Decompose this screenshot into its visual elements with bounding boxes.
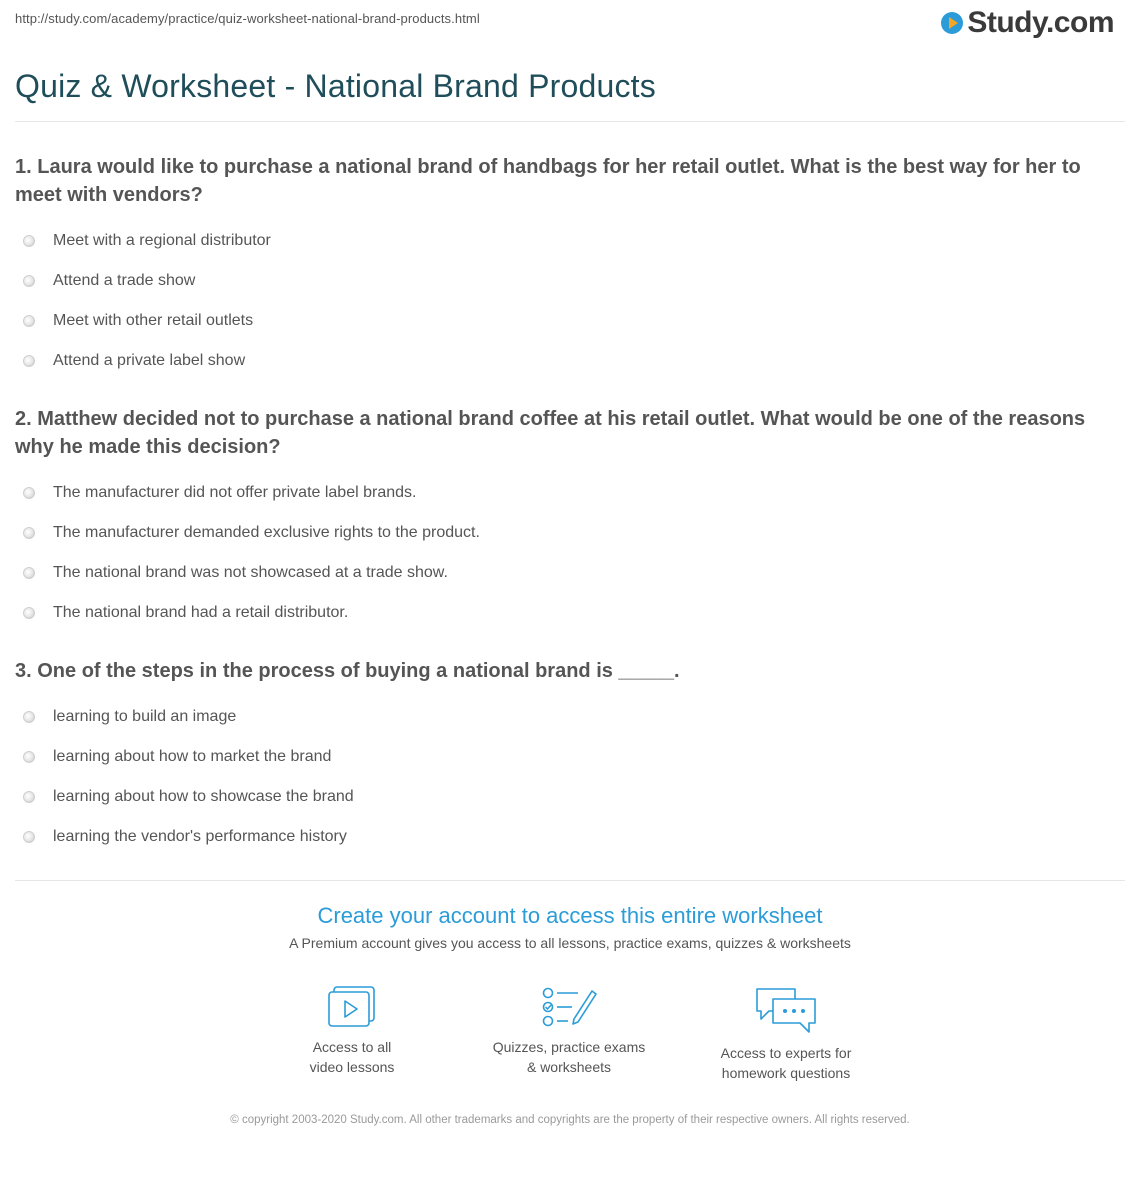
chat-bubbles-icon bbox=[753, 985, 819, 1035]
answer-option[interactable] bbox=[15, 513, 1115, 553]
question-3 bbox=[15, 657, 1115, 857]
option-label: Meet with a regional distributor bbox=[53, 232, 271, 249]
feature-label-line2: & worksheets bbox=[526, 1059, 612, 1075]
answer-options bbox=[15, 473, 1115, 633]
option-label: learning the vendor's performance history bbox=[53, 828, 347, 845]
option-label: The manufacturer demanded exclusive rights to the product. bbox=[53, 524, 480, 541]
page-url: http://study.com/academy/practice/quiz-worksheet-national-brand-products.html bbox=[15, 11, 480, 26]
cta-divider bbox=[15, 880, 1125, 881]
answer-option[interactable] bbox=[15, 341, 1115, 381]
option-label: Attend a trade show bbox=[53, 272, 196, 289]
answer-option[interactable] bbox=[15, 697, 1115, 737]
radio-icon[interactable] bbox=[23, 235, 35, 247]
option-label: The national brand had a retail distributor. bbox=[53, 604, 349, 621]
answer-option[interactable] bbox=[15, 817, 1115, 857]
title-divider bbox=[15, 121, 1125, 122]
answer-option[interactable] bbox=[15, 473, 1115, 513]
video-lesson-icon bbox=[326, 985, 378, 1029]
option-label: learning about how to market the brand bbox=[53, 748, 332, 765]
answer-options bbox=[15, 697, 1115, 857]
answer-option[interactable] bbox=[15, 301, 1115, 341]
option-label: learning about how to showcase the brand bbox=[53, 788, 354, 805]
question-text: 3. One of the steps in the process of buying a national brand is _____. bbox=[15, 660, 680, 682]
answer-option[interactable] bbox=[15, 593, 1115, 633]
radio-icon[interactable] bbox=[23, 751, 35, 763]
radio-icon[interactable] bbox=[23, 711, 35, 723]
feature-quizzes bbox=[469, 985, 669, 1077]
radio-icon[interactable] bbox=[23, 567, 35, 579]
radio-icon[interactable] bbox=[23, 487, 35, 499]
radio-icon[interactable] bbox=[23, 315, 35, 327]
feature-label-line1: Quizzes, practice exams bbox=[492, 1039, 646, 1055]
question-1 bbox=[15, 153, 1115, 381]
question-text: 2. Matthew decided not to purchase a national brand coffee at his retail outlet. What would be one of the reasons why he made this decision? bbox=[15, 408, 1086, 458]
feature-experts bbox=[686, 985, 886, 1083]
feature-video-lessons bbox=[252, 985, 452, 1077]
radio-icon[interactable] bbox=[23, 791, 35, 803]
feature-label-line1: Access to experts for bbox=[720, 1045, 852, 1061]
feature-label-line2: video lessons bbox=[309, 1059, 395, 1075]
signup-cta bbox=[0, 903, 1140, 951]
page-title: Quiz & Worksheet - National Brand Products bbox=[15, 68, 656, 104]
question-2 bbox=[15, 405, 1115, 633]
quiz-checklist-icon bbox=[540, 985, 598, 1029]
answer-option[interactable] bbox=[15, 737, 1115, 777]
study-logo[interactable] bbox=[941, 6, 1114, 40]
radio-icon[interactable] bbox=[23, 275, 35, 287]
radio-icon[interactable] bbox=[23, 355, 35, 367]
cta-title[interactable]: Create your account to access this entire worksheet bbox=[317, 903, 823, 928]
option-label: learning to build an image bbox=[53, 708, 237, 725]
question-text: 1. Laura would like to purchase a national brand of handbags for her retail outlet. What is the best way for her to meet with vendors? bbox=[15, 156, 1081, 206]
radio-icon[interactable] bbox=[23, 607, 35, 619]
answer-option[interactable] bbox=[15, 777, 1115, 817]
option-label: The national brand was not showcased at a trade show. bbox=[53, 564, 448, 581]
answer-option[interactable] bbox=[15, 261, 1115, 301]
radio-icon[interactable] bbox=[23, 527, 35, 539]
option-label: The manufacturer did not offer private label brands. bbox=[53, 484, 417, 501]
play-logo-icon bbox=[941, 12, 963, 34]
answer-options bbox=[15, 221, 1115, 381]
option-label: Attend a private label show bbox=[53, 352, 246, 369]
cta-subtitle: A Premium account gives you access to all lessons, practice exams, quizzes & worksheets bbox=[289, 935, 851, 951]
radio-icon[interactable] bbox=[23, 831, 35, 843]
answer-option[interactable] bbox=[15, 221, 1115, 261]
feature-label-line1: Access to all bbox=[312, 1039, 392, 1055]
logo-text: Study.com bbox=[967, 6, 1114, 39]
answer-option[interactable] bbox=[15, 553, 1115, 593]
option-label: Meet with other retail outlets bbox=[53, 312, 254, 329]
feature-label-line2: homework questions bbox=[721, 1065, 851, 1081]
copyright-notice: © copyright 2003-2020 Study.com. All other trademarks and copyrights are the property of their respective owners. All rights reserved. bbox=[230, 1114, 910, 1126]
